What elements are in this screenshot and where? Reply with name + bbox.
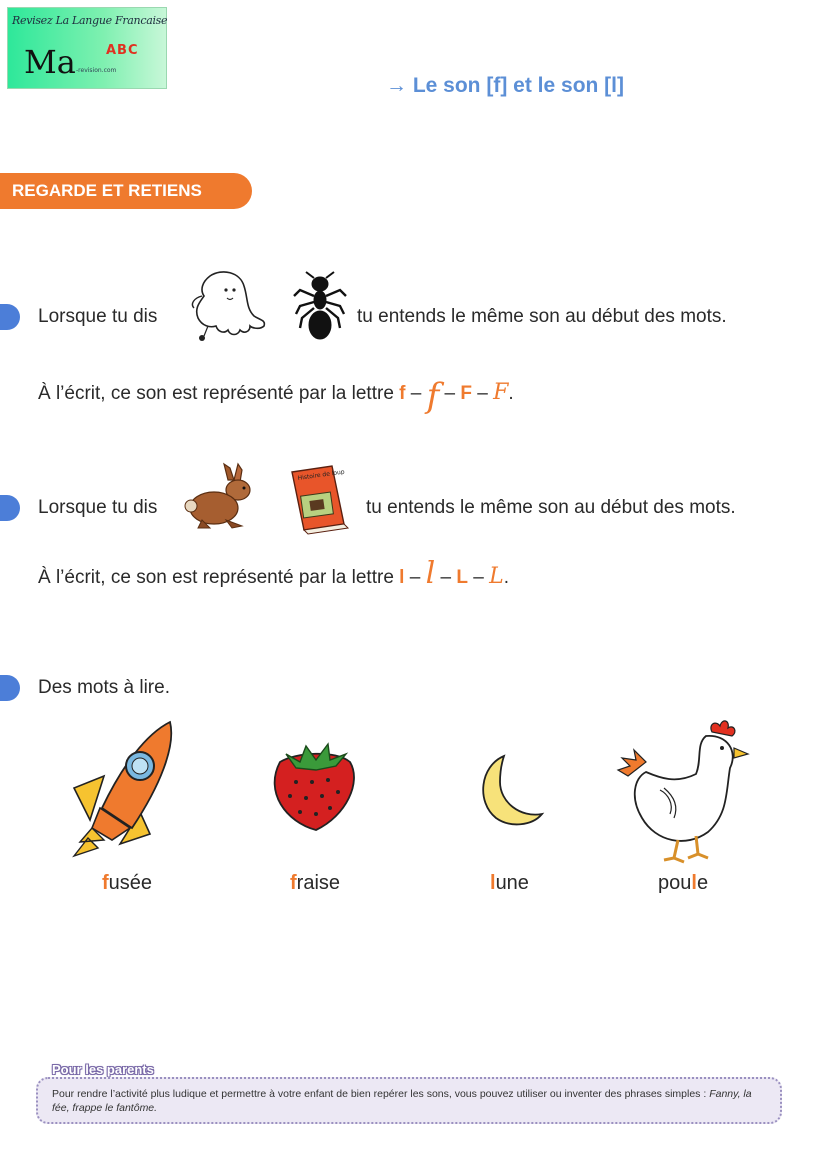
ghost-icon xyxy=(180,268,272,346)
l-intro-text: Lorsque tu dis xyxy=(38,497,158,518)
f-intro-text: Lorsque tu dis xyxy=(38,306,158,327)
words-title: Des mots à lire. xyxy=(38,677,170,698)
logo-badge: ABC xyxy=(106,43,139,58)
parents-text-example: Fanny, la fée, frappe le fantôme. xyxy=(52,1088,752,1114)
l-sep-3: – xyxy=(473,567,484,588)
bullet-marker xyxy=(0,495,20,521)
word-fraise-first: f xyxy=(290,872,297,894)
l-letter-cursive: l xyxy=(425,556,436,591)
f-letter-cursive: f xyxy=(426,376,440,416)
word-poule-post: e xyxy=(696,872,709,894)
l-end: . xyxy=(503,567,509,588)
parents-text-main: Pour rendre l’activité plus ludique et permettre à votre enfant de bien repérer les sons, vous pouvez utiliser ou inventer des phrases simples : xyxy=(52,1088,710,1100)
parents-title: Pour les parents xyxy=(52,1062,154,1077)
f-letter-upper: F xyxy=(460,383,472,404)
word-poule-mid: l xyxy=(691,872,697,894)
f-sep-3: – xyxy=(477,383,488,404)
bullet-marker xyxy=(0,675,20,701)
word-poule xyxy=(658,872,708,895)
book-icon xyxy=(286,462,356,536)
book-cover-label: Histoire de loup xyxy=(297,468,346,482)
rabbit-icon xyxy=(182,460,258,532)
f-after-text: tu entends le même son au début des mots. xyxy=(357,306,727,327)
ant-icon xyxy=(292,270,348,342)
hen-icon xyxy=(616,718,756,864)
l-after-text: tu entends le même son au début des mots. xyxy=(366,497,736,518)
word-fusee-first: f xyxy=(102,872,109,894)
f-sep-1: – xyxy=(410,383,422,404)
word-fraise xyxy=(290,872,340,895)
l-letter-upper: L xyxy=(456,567,468,588)
word-lune-rest: une xyxy=(495,872,529,894)
word-fusee-rest: usée xyxy=(108,872,153,894)
f-letter-upper-cursive: F xyxy=(493,380,509,405)
word-poule-pre: pou xyxy=(658,872,692,894)
parents-text xyxy=(52,1087,770,1115)
f-writing-line xyxy=(38,368,514,416)
l-writing-line xyxy=(38,556,509,591)
f-sep-2: – xyxy=(444,383,456,404)
logo-brand: Ma xyxy=(24,43,76,81)
l-sep-1: – xyxy=(409,567,421,588)
word-lune xyxy=(490,872,529,895)
l-writing-text: À l’écrit, ce son est représenté par la lettre xyxy=(38,567,394,588)
f-end: . xyxy=(508,383,514,404)
f-letter-print: f xyxy=(399,383,406,404)
f-writing-text: À l’écrit, ce son est représenté par la lettre xyxy=(38,383,394,404)
l-sep-2: – xyxy=(440,567,452,588)
logo-site: -revision.com xyxy=(76,67,117,74)
section-banner xyxy=(0,173,252,209)
l-letter-print: l xyxy=(399,567,405,588)
moon-icon xyxy=(474,752,546,830)
logo-tagline: Revisez La Langue Francaise xyxy=(12,14,168,27)
l-letter-upper-cursive: L xyxy=(489,564,504,589)
bullet-marker xyxy=(0,304,20,330)
word-lune-first: l xyxy=(490,872,496,894)
page-title: → Le son [f] et le son [l] xyxy=(386,74,625,97)
site-logo xyxy=(7,7,167,89)
strawberry-icon xyxy=(266,742,360,834)
parents-note xyxy=(36,1077,782,1124)
rocket-icon xyxy=(70,716,180,862)
word-fusee xyxy=(102,872,152,895)
word-fraise-rest: raise xyxy=(296,872,341,894)
section-banner-label: REGARDE ET RETIENS xyxy=(12,181,202,200)
